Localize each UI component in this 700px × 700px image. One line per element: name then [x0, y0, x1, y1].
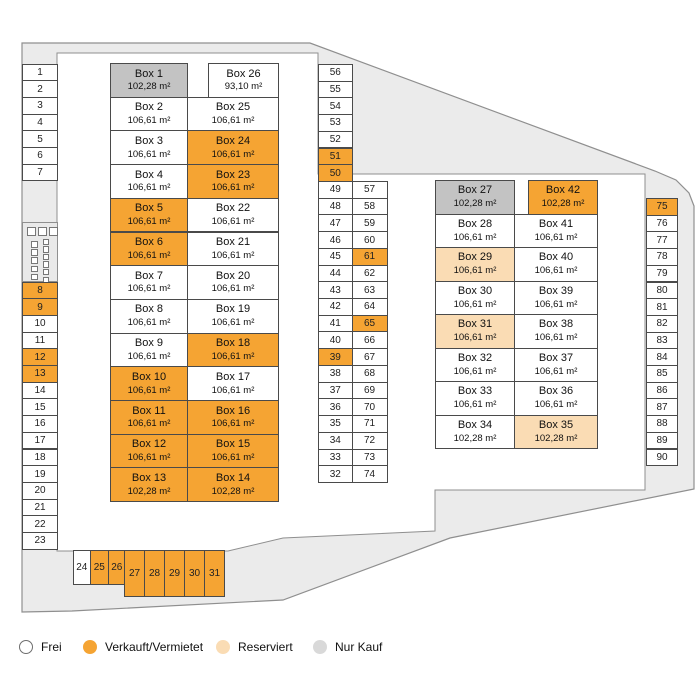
cell-36[interactable]: 36 — [318, 398, 353, 416]
box-area: 102,28 m² — [127, 81, 171, 93]
box-14[interactable] — [187, 467, 279, 502]
box-40[interactable] — [514, 247, 598, 282]
cell-22[interactable]: 22 — [22, 515, 58, 533]
box-area: 102,28 m² — [541, 198, 585, 210]
cell-14[interactable]: 14 — [22, 382, 58, 400]
cell-8[interactable]: 8 — [22, 282, 58, 300]
cell-3[interactable]: 3 — [22, 97, 58, 115]
box-3[interactable] — [110, 130, 188, 165]
cell-86[interactable]: 86 — [646, 382, 678, 400]
box-name: Box 17 — [215, 370, 251, 383]
legend-item-nur-kauf — [313, 637, 382, 657]
box-name: Box 23 — [215, 168, 251, 181]
legend-label-verkauft: Verkauft/Vermietet — [105, 640, 204, 654]
cell-38[interactable]: 38 — [318, 365, 353, 383]
cell-24[interactable]: 24 — [73, 550, 92, 585]
cell-50[interactable]: 50 — [318, 164, 353, 182]
cell-31[interactable]: 31 — [204, 550, 225, 597]
box-name: Box 1 — [134, 67, 164, 80]
box-name: Box 7 — [134, 269, 164, 282]
cell-1[interactable]: 1 — [22, 64, 58, 82]
cell-37[interactable]: 37 — [318, 382, 353, 400]
box-name: Box 20 — [215, 269, 251, 282]
box-name: Box 4 — [134, 168, 164, 181]
cell-5[interactable]: 5 — [22, 130, 58, 148]
cell-16[interactable]: 16 — [22, 415, 58, 433]
box-name: Box 36 — [538, 385, 574, 398]
stairwell-icon — [22, 222, 58, 282]
cell-18[interactable]: 18 — [22, 449, 58, 467]
cell-51[interactable]: 51 — [318, 148, 353, 166]
box-area: 106,61 m² — [211, 451, 255, 463]
box-name: Box 40 — [538, 251, 574, 264]
box-name: Box 2 — [134, 101, 164, 114]
cell-11[interactable]: 11 — [22, 332, 58, 350]
box-area: 106,61 m² — [211, 114, 255, 126]
box-5[interactable] — [110, 198, 188, 233]
box-area: 106,61 m² — [453, 231, 497, 243]
box-area: 106,61 m² — [127, 249, 171, 261]
cell-72[interactable]: 72 — [352, 432, 388, 450]
box-name: Box 3 — [134, 134, 164, 147]
nur-kauf-dot-icon — [313, 640, 327, 654]
cell-68[interactable]: 68 — [352, 365, 388, 383]
box-name: Box 34 — [457, 418, 493, 431]
box-20[interactable] — [187, 265, 279, 300]
box-name: Box 32 — [457, 351, 493, 364]
cell-46[interactable]: 46 — [318, 231, 353, 249]
cell-43[interactable]: 43 — [318, 281, 353, 299]
box-41[interactable] — [514, 214, 598, 249]
box-13[interactable] — [110, 467, 188, 502]
box-19[interactable] — [187, 299, 279, 334]
box-1[interactable] — [110, 63, 188, 98]
frei-dot-icon — [19, 640, 33, 654]
box-29[interactable] — [435, 247, 515, 282]
cell-66[interactable]: 66 — [352, 331, 388, 349]
box-area: 106,61 m² — [534, 365, 578, 377]
box-area: 106,61 m² — [127, 350, 171, 362]
box-37[interactable] — [514, 348, 598, 383]
cell-42[interactable]: 42 — [318, 298, 353, 316]
legend-label-frei: Frei — [41, 640, 62, 654]
box-name: Box 10 — [131, 370, 167, 383]
cell-32[interactable]: 32 — [318, 465, 353, 483]
box-area: 106,61 m² — [211, 317, 255, 329]
cell-54[interactable]: 54 — [318, 97, 353, 115]
box-area: 106,61 m² — [534, 332, 578, 344]
box-name: Box 39 — [538, 284, 574, 297]
cell-74[interactable]: 74 — [352, 465, 388, 483]
box-name: Box 35 — [538, 418, 574, 431]
box-area: 106,61 m² — [211, 418, 255, 430]
box-2[interactable] — [110, 97, 188, 132]
cell-88[interactable]: 88 — [646, 415, 678, 433]
cell-77[interactable]: 77 — [646, 231, 678, 249]
box-area: 106,61 m² — [127, 148, 171, 160]
box-area: 106,61 m² — [453, 298, 497, 310]
box-36[interactable] — [514, 381, 598, 416]
box-15[interactable] — [187, 434, 279, 469]
box-26[interactable] — [208, 63, 279, 98]
cell-9[interactable]: 9 — [22, 298, 58, 316]
verkauft-dot-icon — [83, 640, 97, 654]
box-area: 93,10 m² — [224, 81, 263, 93]
box-area: 106,61 m² — [127, 384, 171, 396]
cell-84[interactable]: 84 — [646, 348, 678, 366]
cell-73[interactable]: 73 — [352, 449, 388, 467]
box-27[interactable] — [435, 180, 515, 215]
box-10[interactable] — [110, 366, 188, 401]
box-area: 106,61 m² — [534, 265, 578, 277]
box-42[interactable] — [528, 180, 598, 215]
box-area: 106,61 m² — [211, 283, 255, 295]
cell-33[interactable]: 33 — [318, 449, 353, 467]
box-area: 106,61 m² — [127, 114, 171, 126]
cell-64[interactable]: 64 — [352, 298, 388, 316]
box-21[interactable] — [187, 232, 279, 267]
cell-12[interactable]: 12 — [22, 348, 58, 366]
box-25[interactable] — [187, 97, 279, 132]
cell-41[interactable]: 41 — [318, 315, 353, 333]
box-name: Box 14 — [215, 471, 251, 484]
box-name: Box 13 — [131, 471, 167, 484]
box-area: 106,61 m² — [534, 231, 578, 243]
box-38[interactable] — [514, 314, 598, 349]
box-35[interactable] — [514, 415, 598, 450]
cell-44[interactable]: 44 — [318, 265, 353, 283]
box-name: Box 30 — [457, 284, 493, 297]
cell-90[interactable]: 90 — [646, 449, 678, 467]
cell-70[interactable]: 70 — [352, 398, 388, 416]
box-area: 106,61 m² — [211, 249, 255, 261]
box-area: 106,61 m² — [453, 399, 497, 411]
box-11[interactable] — [110, 400, 188, 435]
cell-25[interactable]: 25 — [90, 550, 109, 585]
box-area: 102,28 m² — [534, 432, 578, 444]
cell-48[interactable]: 48 — [318, 198, 353, 216]
box-area: 106,61 m² — [127, 418, 171, 430]
box-area: 106,61 m² — [211, 350, 255, 362]
box-name: Box 41 — [538, 217, 574, 230]
box-area: 106,61 m² — [453, 365, 497, 377]
cell-7[interactable]: 7 — [22, 164, 58, 182]
cell-83[interactable]: 83 — [646, 332, 678, 350]
cell-63[interactable]: 63 — [352, 281, 388, 299]
box-area: 106,61 m² — [534, 298, 578, 310]
box-9[interactable] — [110, 333, 188, 368]
box-22[interactable] — [187, 198, 279, 233]
box-28[interactable] — [435, 214, 515, 249]
box-name: Box 37 — [538, 351, 574, 364]
box-area: 106,61 m² — [211, 216, 255, 228]
box-name: Box 31 — [457, 318, 493, 331]
box-17[interactable] — [187, 366, 279, 401]
cell-80[interactable]: 80 — [646, 282, 678, 300]
cell-34[interactable]: 34 — [318, 432, 353, 450]
box-name: Box 9 — [134, 337, 164, 350]
cell-58[interactable]: 58 — [352, 198, 388, 216]
cell-20[interactable]: 20 — [22, 482, 58, 500]
cell-47[interactable]: 47 — [318, 214, 353, 232]
box-area: 106,61 m² — [453, 332, 497, 344]
box-32[interactable] — [435, 348, 515, 383]
cell-87[interactable]: 87 — [646, 398, 678, 416]
box-name: Box 21 — [215, 236, 251, 249]
cell-21[interactable]: 21 — [22, 499, 58, 517]
box-name: Box 16 — [215, 404, 251, 417]
cell-13[interactable]: 13 — [22, 365, 58, 383]
box-name: Box 12 — [131, 438, 167, 451]
cell-28[interactable]: 28 — [144, 550, 165, 597]
cell-62[interactable]: 62 — [352, 265, 388, 283]
box-area: 102,28 m² — [127, 485, 171, 497]
cell-89[interactable]: 89 — [646, 432, 678, 450]
cell-10[interactable]: 10 — [22, 315, 58, 333]
box-area: 102,28 m² — [453, 198, 497, 210]
box-7[interactable] — [110, 265, 188, 300]
cell-30[interactable]: 30 — [184, 550, 205, 597]
cell-61[interactable]: 61 — [352, 248, 388, 266]
cell-67[interactable]: 67 — [352, 348, 388, 366]
box-name: Box 6 — [134, 236, 164, 249]
cell-78[interactable]: 78 — [646, 248, 678, 266]
box-6[interactable] — [110, 232, 188, 267]
box-39[interactable] — [514, 281, 598, 316]
reserviert-dot-icon — [216, 640, 230, 654]
box-12[interactable] — [110, 434, 188, 469]
box-16[interactable] — [187, 400, 279, 435]
cell-6[interactable]: 6 — [22, 147, 58, 165]
box-33[interactable] — [435, 381, 515, 416]
legend-label-reserviert: Reserviert — [238, 640, 293, 654]
cell-19[interactable]: 19 — [22, 465, 58, 483]
box-31[interactable] — [435, 314, 515, 349]
cell-65[interactable]: 65 — [352, 315, 388, 333]
box-area: 106,61 m² — [211, 148, 255, 160]
legend-label-nur-kauf: Nur Kauf — [335, 640, 383, 654]
cell-2[interactable]: 2 — [22, 80, 58, 98]
legend-item-verkauft — [83, 637, 203, 657]
box-area: 106,61 m² — [127, 283, 171, 295]
cell-17[interactable]: 17 — [22, 432, 58, 450]
box-area: 102,28 m² — [453, 432, 497, 444]
cell-79[interactable]: 79 — [646, 265, 678, 283]
cell-60[interactable]: 60 — [352, 231, 388, 249]
box-name: Box 27 — [457, 184, 493, 197]
box-area: 106,61 m² — [127, 216, 171, 228]
cell-26[interactable]: 26 — [108, 550, 127, 585]
cell-29[interactable]: 29 — [164, 550, 185, 597]
cell-45[interactable]: 45 — [318, 248, 353, 266]
cell-82[interactable]: 82 — [646, 315, 678, 333]
box-name: Box 28 — [457, 217, 493, 230]
box-area: 106,61 m² — [534, 399, 578, 411]
cell-39[interactable]: 39 — [318, 348, 353, 366]
cell-27[interactable]: 27 — [124, 550, 145, 597]
box-area: 102,28 m² — [211, 485, 255, 497]
cell-35[interactable]: 35 — [318, 415, 353, 433]
cell-59[interactable]: 59 — [352, 214, 388, 232]
box-area: 106,61 m² — [127, 317, 171, 329]
box-name: Box 22 — [215, 202, 251, 215]
box-name: Box 8 — [134, 303, 164, 316]
box-area: 106,61 m² — [127, 182, 171, 194]
cell-55[interactable]: 55 — [318, 81, 353, 99]
cell-85[interactable]: 85 — [646, 365, 678, 383]
box-23[interactable] — [187, 164, 279, 199]
box-name: Box 33 — [457, 385, 493, 398]
box-name: Box 24 — [215, 134, 251, 147]
cell-15[interactable]: 15 — [22, 398, 58, 416]
box-area: 106,61 m² — [211, 384, 255, 396]
box-name: Box 15 — [215, 438, 251, 451]
cell-57[interactable]: 57 — [352, 181, 388, 199]
cell-81[interactable]: 81 — [646, 298, 678, 316]
box-30[interactable] — [435, 281, 515, 316]
cell-75[interactable]: 75 — [646, 198, 678, 216]
box-4[interactable] — [110, 164, 188, 199]
cell-76[interactable]: 76 — [646, 215, 678, 233]
box-18[interactable] — [187, 333, 279, 368]
box-name: Box 26 — [226, 67, 261, 80]
box-34[interactable] — [435, 415, 515, 450]
cell-71[interactable]: 71 — [352, 415, 388, 433]
box-name: Box 42 — [545, 184, 581, 197]
legend-item-reserviert — [216, 637, 293, 657]
box-name: Box 5 — [134, 202, 164, 215]
box-24[interactable] — [187, 130, 279, 165]
box-area: 106,61 m² — [127, 451, 171, 463]
box-name: Box 38 — [538, 318, 574, 331]
box-area: 106,61 m² — [211, 182, 255, 194]
cell-53[interactable]: 53 — [318, 114, 353, 132]
box-name: Box 11 — [132, 404, 166, 417]
legend-item-frei — [19, 637, 62, 657]
box-name: Box 29 — [457, 251, 493, 264]
legend — [0, 637, 700, 659]
cell-40[interactable]: 40 — [318, 331, 353, 349]
box-name: Box 25 — [215, 101, 251, 114]
cell-69[interactable]: 69 — [352, 382, 388, 400]
cell-4[interactable]: 4 — [22, 114, 58, 132]
cell-56[interactable]: 56 — [318, 64, 353, 82]
box-8[interactable] — [110, 299, 188, 334]
cell-49[interactable]: 49 — [318, 181, 353, 199]
box-name: Box 19 — [215, 303, 251, 316]
cell-23[interactable]: 23 — [22, 532, 58, 550]
box-area: 106,61 m² — [453, 265, 497, 277]
cell-52[interactable]: 52 — [318, 131, 353, 149]
box-name: Box 18 — [215, 337, 251, 350]
